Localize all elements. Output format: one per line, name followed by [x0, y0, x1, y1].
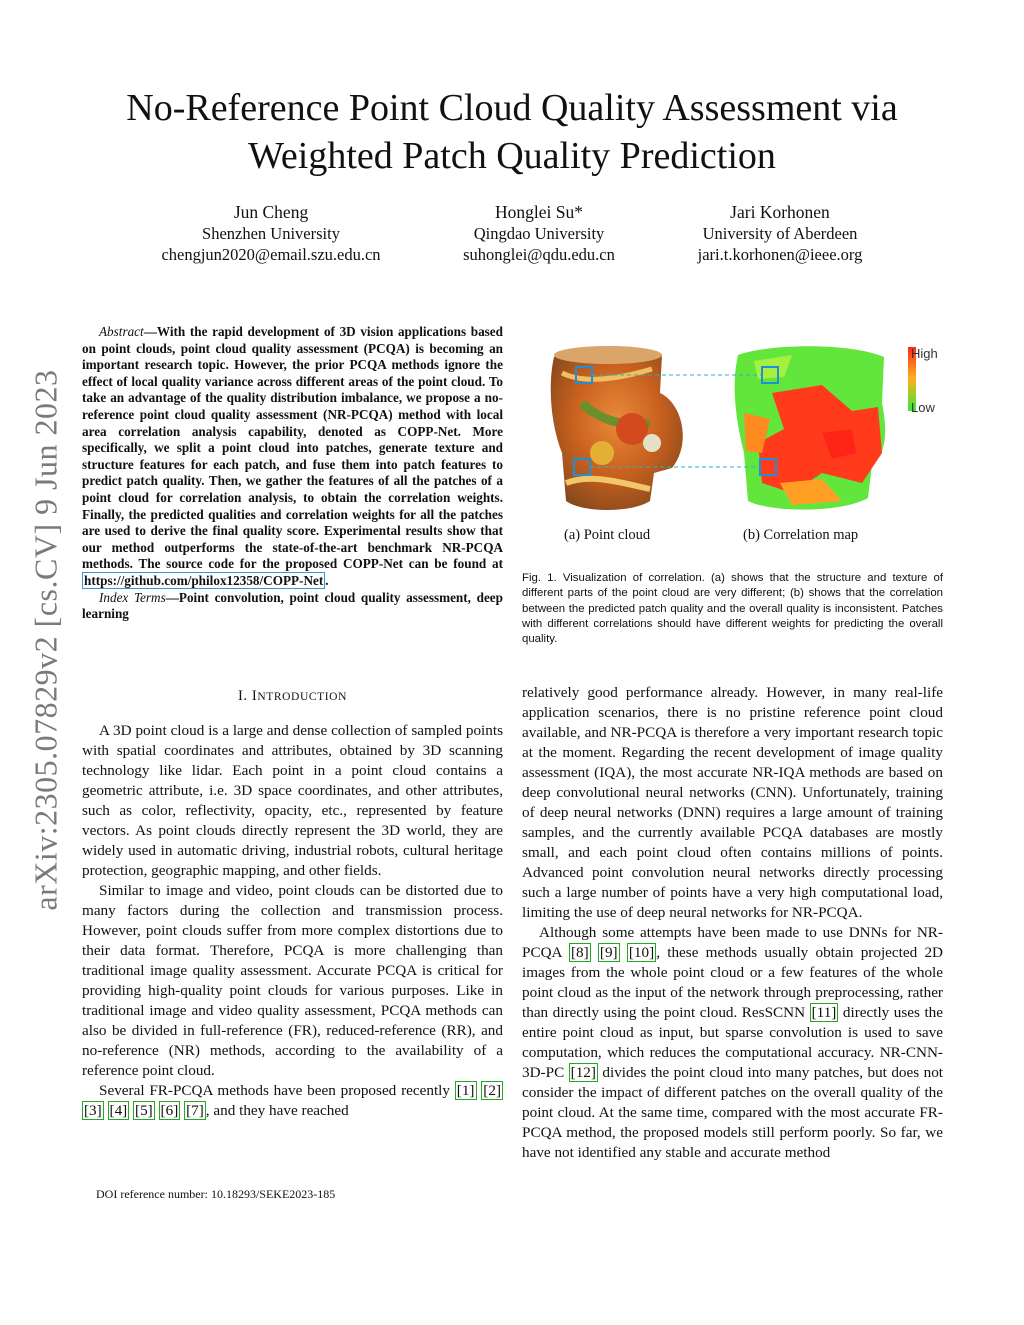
author-name: Honglei Su* — [495, 202, 583, 222]
figure-caption: Fig. 1. Visualization of correlation. (a) shows that the structure and texture of different parts of the point cloud are very different; (b) shows that the correlation between the predicted patch quality and the overall quality is inconsistent. Patches with different correlations should have different weights for predicting the overall quality. — [522, 572, 943, 646]
author-name: Jun Cheng — [233, 202, 309, 222]
intro-right-paragraph-2 — [522, 923, 943, 1163]
author-affiliation: Shenzhen University — [202, 224, 340, 243]
author-email: jari.t.korhonen@ieee.org — [697, 245, 863, 264]
intro-right-p2a: Although some attempts have been made to use DNNs for NR-PCQA — [522, 924, 943, 961]
abstract: Abstract—With the rapid development of 3D vision applications based on point clouds, point cloud quality assessment (PCQA) is becoming an important research topic. However, the prior PCQA methods ignore the effect of local quality variance across different areas of the point cloud. To take an advantage of the quality distribution imbalance, we propose a no-reference point cloud quality assessment (NR-PCQA) method with local area correlation analysis capability, denoted as COPP-Net. More specifically, we split a point cloud into patches, generate texture and structure features for each patch, and fuse them into patch features to predict patch quality. Then, we gather the features of all the patches of a point cloud for correlation analysis, to obtain the correlation weights. Finally, the predicted qualities and correlation weights for all the patches are used to derive the final quality score. Experimental results show that our method outperforms the state-of-the-art benchmark NR-PCQA methods. The source code for the proposed COPP-Net can be found at https://github.com/philox12358/COPP-Net . Index Terms—Point convolution, point cloud quality assessment, deep learning — [82, 324, 503, 622]
intro-p3-end: , and they have reached — [205, 1102, 349, 1119]
abstract-label: Abstract — [99, 324, 144, 339]
citation-link[interactable]: [9] — [599, 944, 618, 961]
author-affiliation: Qingdao University — [473, 224, 605, 243]
index-terms-label: Index Terms — [99, 589, 166, 605]
citation-link[interactable]: [12] — [570, 1064, 596, 1081]
point-cloud-image — [551, 346, 683, 510]
citation-link[interactable]: [6] — [160, 1102, 179, 1119]
abstract-text: With the rapid development of 3D vision applications based on point clouds, point cloud quality assessment (PCQA) is becoming an important research topic. However, the prior PCQA methods ignore the effect of local quality variance across different areas of the point cloud. To take an advantage of the quality distribution imbalance, we propose a no-reference point cloud quality assessment (NR-PCQA) method with local area correlation analysis capability, denoted as COPP-Net. More specifically, we split a point cloud into patches, generate texture and structure features for each patch, and fuse them into patch features to predict patch quality. Then, we gather the features of all the patches of a point cloud for correlation analysis, to obtain the correlation weights. Finally, the predicted qualities and correlation weights for all the patches are used to derive the final quality score. Experimental results show that our method outperforms the state-of-the-art benchmark NR-PCQA methods. The source code for the proposed COPP-Net can be found at — [82, 324, 503, 572]
author-name: Jari Korhonen — [730, 202, 830, 222]
legend-low: Low — [911, 400, 935, 415]
section-number: I. — [238, 688, 248, 704]
citation-link[interactable]: [4] — [109, 1102, 128, 1119]
citation-link[interactable]: [2] — [483, 1082, 502, 1099]
intro-p3-start: Several FR-PCQA methods have been proposed recently — [99, 1082, 450, 1099]
intro-paragraph-1: A 3D point cloud is a large and dense collection of sampled points with spatial coordinates and attributes, obtained by 3D scanning technology like lidar. Each point in a point cloud contains a geometric attribute, i.e. 3D space coordinates, and other attributes, such as color, reflectivity, opacity, etc., represented by feature vectors. As point clouds directly represent the 3D world, they are widely used in automatic driving, industrial robots, cultural heritage protection, geographic mapping, and other fields. — [82, 722, 503, 879]
citation-link[interactable]: [8] — [570, 944, 589, 961]
abstract-link-suffix: . — [325, 572, 329, 588]
section-title-first: I — [251, 688, 258, 704]
intro-right-p2d: divides the point cloud into many patches, but does not consider the impact of different patches on the overall quality of the point cloud. At the same time, compared with the most accurate FR-PCQA method, the proposed models still perform poorly. So far, we have not identified any stable and accurate method — [522, 1064, 944, 1161]
citation-link[interactable]: [11] — [811, 1004, 837, 1021]
correlation-map-image — [735, 346, 886, 509]
subcaption-a: (a) Point cloud — [564, 527, 651, 543]
paper-title — [40, 84, 984, 180]
subcaption-b: (b) Correlation map — [743, 527, 859, 543]
citation-link[interactable]: [3] — [84, 1102, 102, 1119]
arxiv-stamp-text: arXiv:2305.07829v2 [cs.CV] 9 Jun 2023 — [27, 369, 64, 911]
intro-paragraph-2: Similar to image and video, point clouds can be distorted due to many factors during the collection and transmission process. However, point clouds suffer from more complex distortions due to their data format. Therefore, PCQA is more challenging than traditional image quality assessment. Accurate PCQA is critical for providing high-quality point clouds for various purposes. Like in traditional image and video quality assessment, PCQA methods can also be divided in full-reference (FR), reduced-reference (RR), and no-reference (NR) methods, according to the availability of a reference point cloud. — [82, 882, 503, 1079]
doi-footnote: DOI reference number: 10.18293/SEKE2023-185 — [96, 1187, 336, 1201]
citation-link[interactable]: [10] — [628, 944, 655, 961]
citation-link[interactable]: [7] — [186, 1102, 204, 1119]
author-block — [121, 202, 421, 265]
intro-paragraph-3 — [82, 1081, 503, 1121]
author-email: suhonglei@qdu.edu.cn — [463, 245, 615, 264]
code-link[interactable]: https://github.com/philox12358/COPP-Net — [84, 572, 324, 588]
title-line-1: No-Reference Point Cloud Quality Assessment via — [126, 87, 898, 129]
title-line-2: Weighted Patch Quality Prediction — [248, 135, 776, 177]
intro-right-column — [522, 683, 943, 1163]
section-heading — [82, 688, 503, 705]
intro-right-paragraph-1: relatively good performance already. However, in many real-life application scenarios, there is no pristine reference point cloud available, and NR-PCQA is therefore a very important research topic at the moment. Regarding the recent development of image quality assessment (IQA), the most accurate NR-IQA methods are based on deep convolutional neural networks (CNN). Unfortunately, training of deep neural networks (DNN) requires a large amount of training samples, and the currently available PCQA databases are mostly small, and each point cloud often contains millions of points. Advanced point convolution neural networks directly processing such a large number of points have a very high computational load, limiting the use of deep neural networks for NR-PCQA. — [522, 684, 943, 921]
intro-left-column — [82, 721, 503, 1121]
author-email: chengjun2020@email.szu.edu.cn — [161, 245, 381, 264]
intro-right-p2b: , these methods usually obtain projected 2D images from the whole point cloud or a few features of the whole point cloud as the input of the network through preprocessing, rather than directly using the point cloud. ResSCNN — [522, 944, 944, 1021]
author-affiliation: University of Aberdeen — [702, 224, 858, 243]
intro-right-p2c: directly uses the entire point cloud as input, but sparse convolution is used to save computation, which reduces the computational accuracy. NR-CNN-3D-PC — [522, 1004, 944, 1081]
author-block — [630, 202, 930, 265]
citation-link[interactable]: [1] — [456, 1082, 475, 1099]
section-title-rest: NTRODUCTION — [257, 691, 347, 703]
index-terms-text: Point convolution, point cloud quality assessment, deep learning — [82, 589, 503, 622]
citation-link[interactable]: [5] — [135, 1102, 153, 1119]
legend-high: High — [911, 346, 938, 361]
